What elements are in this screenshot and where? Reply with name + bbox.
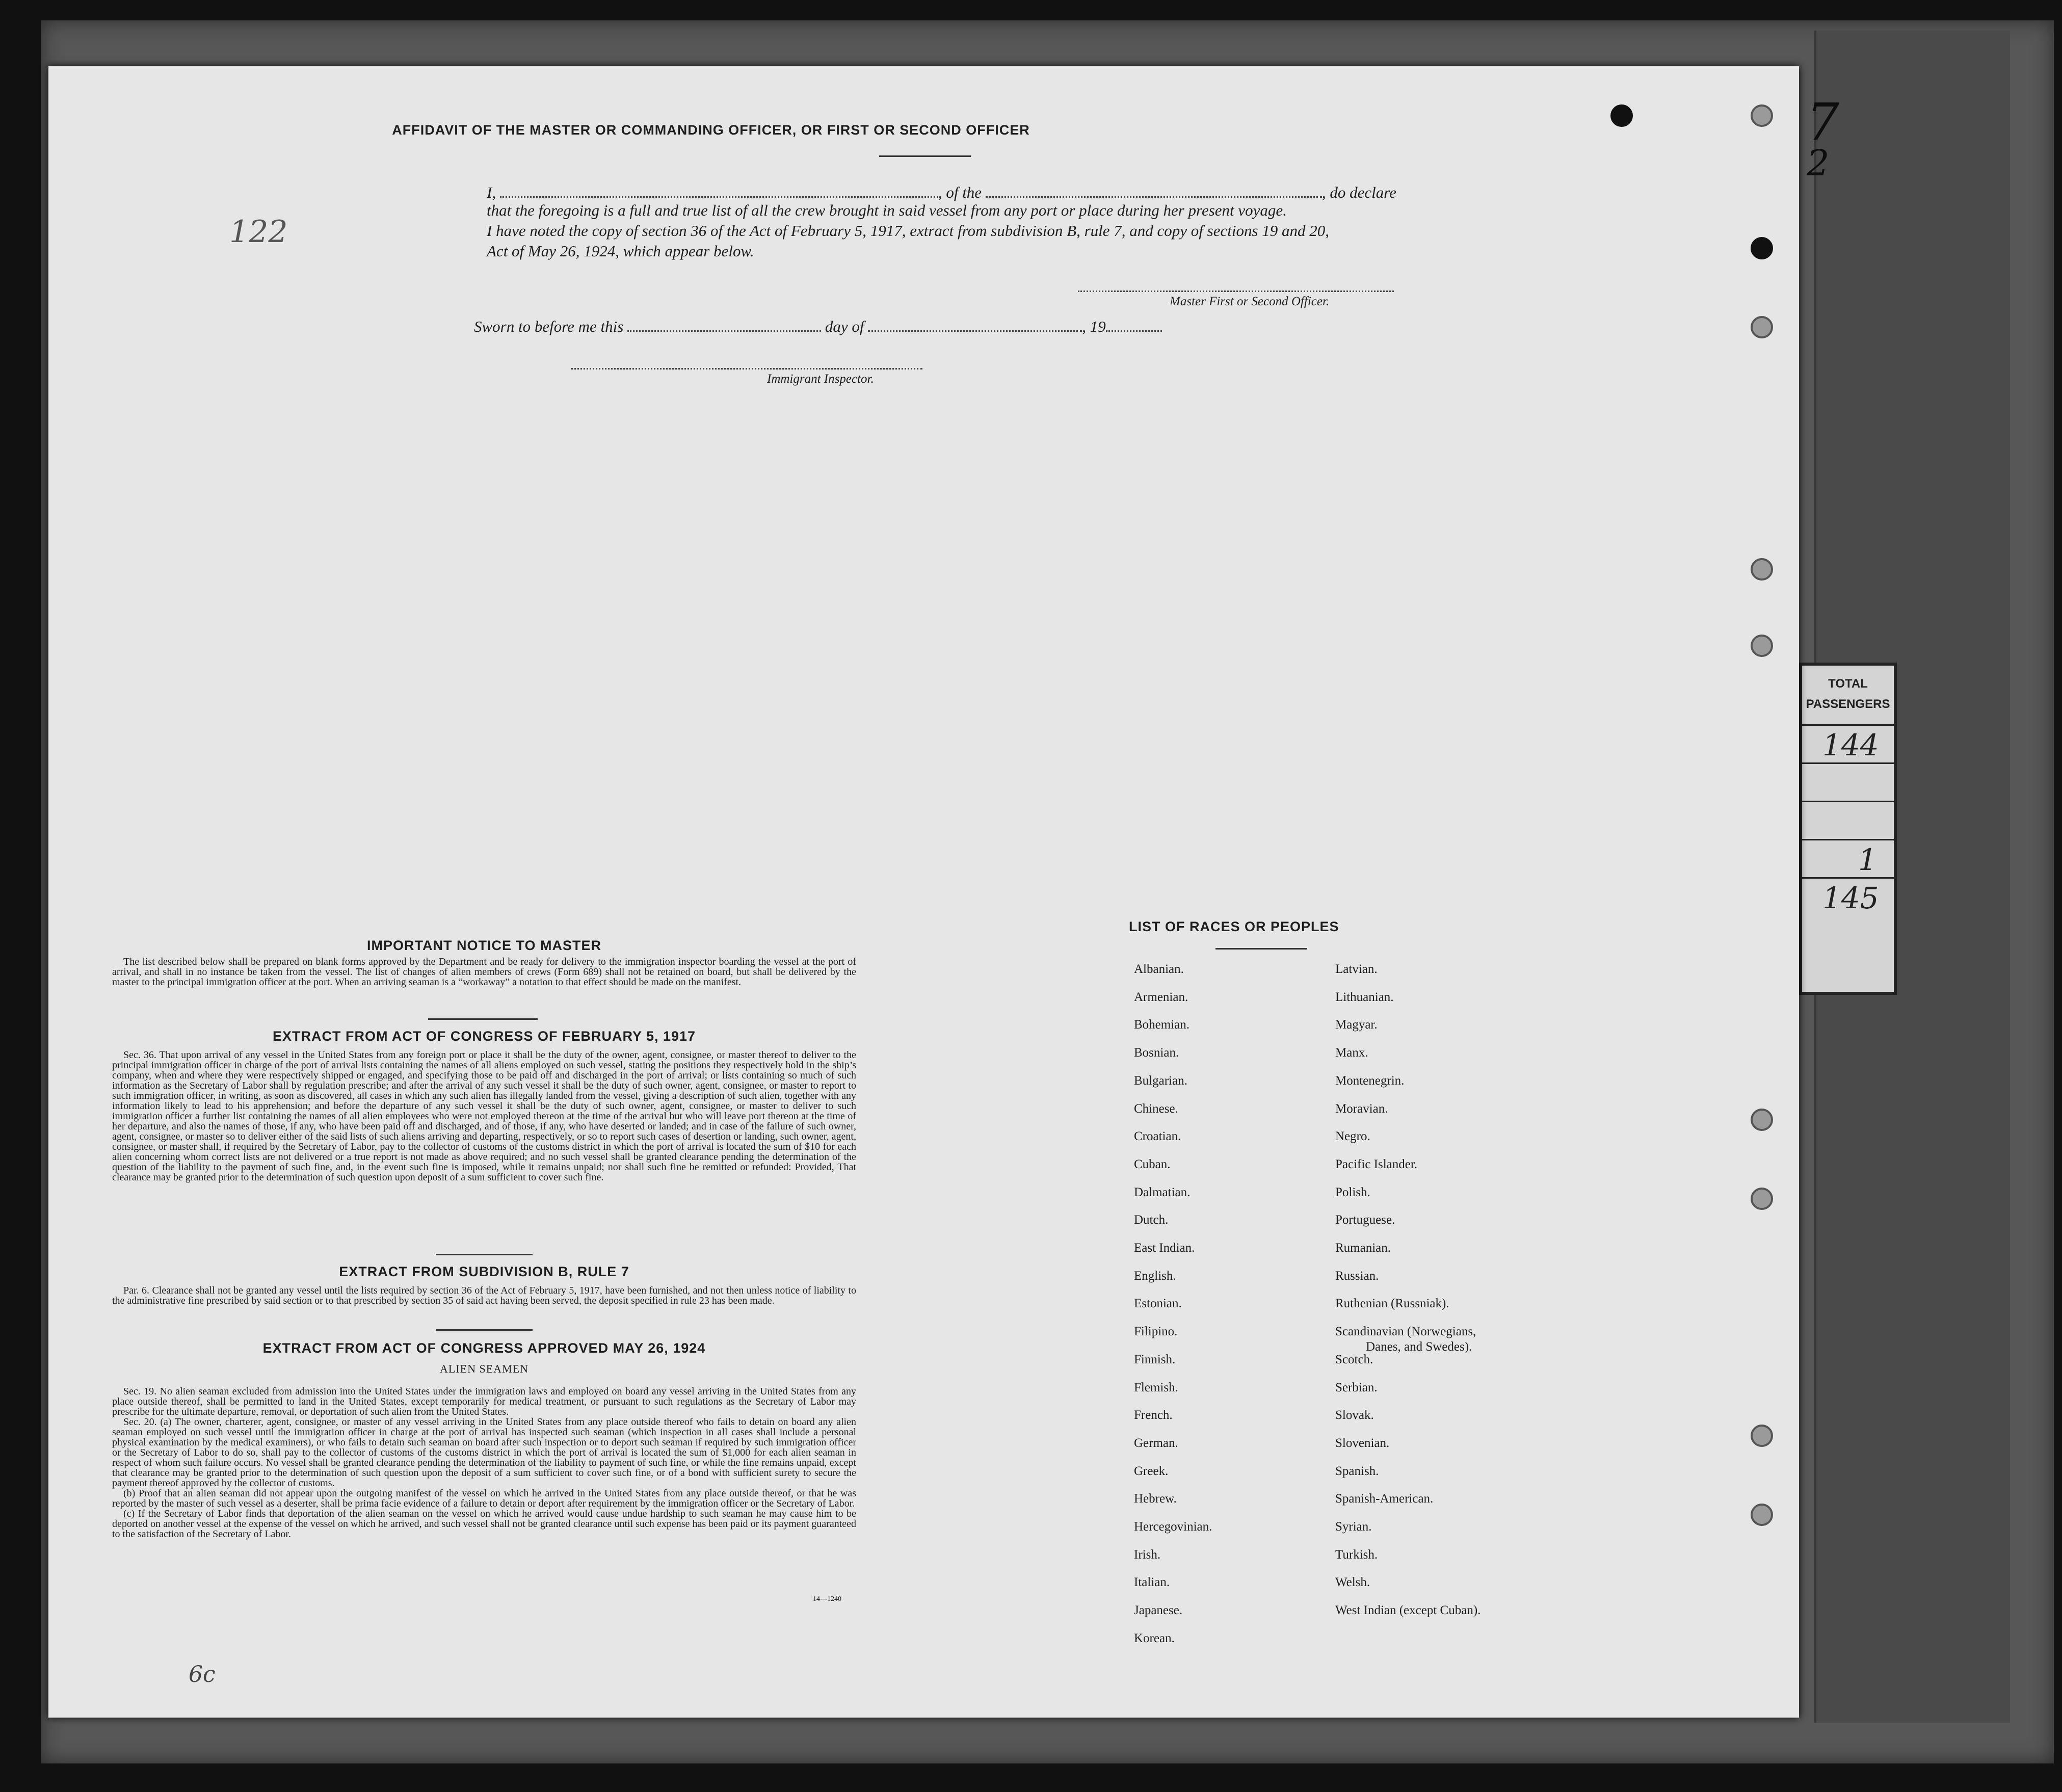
- race-item: Rumanian.: [1335, 1241, 1391, 1255]
- binder-hole: [1751, 1109, 1773, 1131]
- declaration-of-the: , of the: [938, 183, 982, 201]
- sworn-day-field[interactable]: [627, 315, 821, 332]
- race-item: Manx.: [1335, 1046, 1368, 1060]
- race-item: Croatian.: [1134, 1129, 1181, 1144]
- section-20a-text: Sec. 20. (a) The owner, charterer, agent, consignee, or master of any vessel arriving in the United States from any place outside thereof who fails to detain on board any alien seaman employed on such vessel until the immigration officer in charge at the port of arrival has inspected such seaman (which inspection in all cases shall include a personal physical examination by the medical examiners), or who fails to detain such seaman on board after such inspection or to deport such seaman if required by such immigration officer or the Secretary of Labor to do so, shall pay to the collector of customs of the customs district in which the port of arrival is located the sum of $1,000 for each alien seaman in respect of whom such failure occurs. No vessel shall be granted clearance pending the determination of the liability to payment of such fine, or while the fine remains unpaid, except that clearance may be granted prior to the determination of such question upon the deposit of a sum sufficient to cover such fine, or of a bond with sufficient surety to secure the payment thereof approved by the collector of customs.: [112, 1416, 856, 1489]
- race-item: Ruthenian (Russniak).: [1335, 1297, 1449, 1311]
- rule-7-title: EXTRACT FROM SUBDIVISION B, RULE 7: [339, 1264, 629, 1279]
- handwritten-page-marks: [1807, 92, 1839, 184]
- total-value: 145: [1822, 881, 1879, 915]
- sworn-year-field[interactable]: [1106, 315, 1162, 332]
- total-row: [1802, 802, 1894, 840]
- race-item: Turkish.: [1335, 1547, 1378, 1562]
- extract-1917-body: [112, 1050, 856, 1182]
- declaration-line-3: I have noted the copy of section 36 of the Act of February 5, 1917, extract from subdivision B, rule 7, and copy of sections 19 and 20,: [487, 222, 1330, 240]
- race-item: Finnish.: [1134, 1352, 1176, 1366]
- race-item: Estonian.: [1134, 1297, 1182, 1311]
- alien-seamen-subtitle: ALIEN SEAMEN: [440, 1362, 528, 1375]
- handwritten-mark-1: 7: [1807, 92, 1839, 152]
- binder-hole: [1751, 316, 1773, 338]
- day-of-label: day of: [825, 318, 864, 335]
- race-item: Montenegrin.: [1335, 1073, 1405, 1088]
- race-item: Negro.: [1335, 1129, 1370, 1144]
- extract-1924-title: EXTRACT FROM ACT OF CONGRESS APPROVED MAY 26, 1924: [262, 1340, 706, 1356]
- divider: [428, 1018, 538, 1020]
- binder-hole: [1751, 237, 1773, 259]
- race-item: Portuguese.: [1335, 1213, 1395, 1227]
- binder-hole: [1751, 104, 1773, 127]
- binder-hole: [1751, 558, 1773, 581]
- race-item: Danes, and Swedes).: [1366, 1340, 1472, 1354]
- binder-hole: [1751, 1504, 1773, 1526]
- race-item: Moravian.: [1335, 1101, 1388, 1116]
- race-item: Japanese.: [1134, 1603, 1183, 1618]
- race-item: Dutch.: [1134, 1213, 1169, 1227]
- race-item: Scotch.: [1335, 1352, 1373, 1366]
- form-number: 14—1240: [813, 1595, 841, 1603]
- total-row: [1802, 840, 1894, 879]
- notice-text: The list described below shall be prepared on blank forms approved by the Department and be ready for delivery to the immigration inspector boarding the vessel at the port of arrival, and shall in no instance be taken from the vessel. The list of changes of alien members of crews (Form 689) shall not be retained on board, but shall be delivered by the master to the principal immigration officer at the port. When an arriving seaman is a “workaway” a notation to that effect should be made on the manifest.: [112, 956, 856, 988]
- races-title: LIST OF RACES OR PEOPLES: [1129, 919, 1339, 934]
- master-caption: Master First or Second Officer.: [1170, 295, 1330, 308]
- race-item: Flemish.: [1134, 1380, 1178, 1394]
- divider: [1215, 948, 1307, 950]
- section-19-text: Sec. 19. No alien seaman excluded from admission into the United States under the immigration laws and employed on board any vessel arriving in the United States from any place outside thereof, shall be permitted to land in the United States, except temporarily for medical treatment, or pursuant to such regulations as the Secretary of Labor may prescribe for the ultimate departure, removal, or deportation of such alien from the United States.: [112, 1386, 856, 1417]
- extract-1917-title: EXTRACT FROM ACT OF CONGRESS OF FEBRUARY 5, 1917: [272, 1029, 696, 1044]
- race-item: French.: [1134, 1408, 1173, 1422]
- divider: [436, 1254, 533, 1255]
- sworn-line: [474, 315, 1162, 336]
- section-36-text: Sec. 36. That upon arrival of any vessel in the United States from any foreign port or place it shall be the duty of the owner, agent, consignee, or master thereof to deliver to the principal immigration officer in charge of the port of arrival lists containing the names of all aliens employed on such vessel, stating the positions they respectively hold in the ship’s company, when and where they were respectively shipped or engaged, and specifying those to be paid off and discharged in the port of arrival; or lists containing so much of such information as the Secretary of Labor shall by regulation prescribe; and after the arrival of any such vessel it shall be the duty of such owner, agent, consignee, or master to report to such immigration officer, in writing, as soon as discovered, all cases in which any such alien has illegally landed from the vessel, giving a description of such alien, together with any information likely to lead to his apprehension; and before the departure of any such vessel it shall be the duty of such owner, agent, consignee, or master to deliver to such immigration officer a further list containing the names of all alien employees who were not employed thereon at the time of the arrival but who will leave port thereon at the time of her departure, and also the names of those, if any, who have been paid off and discharged, and of those, if any, who have deserted or landed; and in case of the failure of such owner, agent, consignee, or master so to deliver either of the said lists of such aliens arriving and departing, respectively, or so to report such cases of desertion or landing, such owner, agent, consignee, or master shall, if required by the Secretary of Labor, pay to the collector of customs of the customs district in which the port of arrival is located the sum of $10 for each alien concerning whom correct lists are not delivered or a true report is not made as above required; and no such vessel shall be granted clearance pending the determination of the question of the liability to the payment of such fine, and, in the event such fine is imposed, while it remains unpaid; nor shall such fine be remitted or refunded: Provided, That clearance may be granted prior to the determination of such question upon deposit of a sum sufficient to cover such fine.: [112, 1049, 856, 1183]
- binder-hole: [1751, 635, 1773, 657]
- handwritten-page-number: 122: [229, 214, 288, 250]
- race-item: Spanish.: [1335, 1464, 1379, 1478]
- sworn-label: Sworn to before me this: [474, 318, 624, 335]
- handwritten-mark-2: 2: [1807, 142, 1830, 184]
- divider: [879, 155, 971, 157]
- race-item: Dalmatian.: [1134, 1185, 1191, 1199]
- declaration-line-1: [487, 181, 1396, 202]
- race-item: Slovak.: [1335, 1408, 1374, 1422]
- race-item: Greek.: [1134, 1464, 1169, 1478]
- total-row: [1802, 726, 1894, 764]
- race-item: English.: [1134, 1269, 1176, 1283]
- declaration-do-declare: , do declare: [1321, 183, 1396, 201]
- race-item: Welsh.: [1335, 1575, 1370, 1590]
- race-item: Hercegovinian.: [1134, 1520, 1212, 1534]
- divider: [436, 1329, 533, 1331]
- total-value: 144: [1822, 728, 1879, 762]
- binder-hole: [1751, 1188, 1773, 1210]
- race-item: Albanian.: [1134, 962, 1184, 976]
- total-value: 1: [1858, 842, 1877, 877]
- race-item: Scandinavian (Norwegians,: [1335, 1325, 1476, 1339]
- race-item: Korean.: [1134, 1631, 1175, 1645]
- inspector-signature-line[interactable]: [571, 368, 922, 370]
- vessel-field[interactable]: [986, 181, 1322, 198]
- race-item: Latvian.: [1335, 962, 1378, 976]
- race-item: West Indian (except Cuban).: [1335, 1603, 1481, 1618]
- master-signature-line[interactable]: [1078, 291, 1394, 292]
- name-field[interactable]: [500, 181, 938, 198]
- extract-1924-body: [112, 1386, 856, 1539]
- race-item: Magyar.: [1335, 1018, 1378, 1032]
- race-item: Polish.: [1335, 1185, 1370, 1199]
- affidavit-title: AFFIDAVIT OF THE MASTER OR COMMANDING OFFICER, OR FIRST OR SECOND OFFICER: [392, 122, 1030, 138]
- race-item: Hebrew.: [1134, 1492, 1177, 1506]
- race-item: Lithuanian.: [1335, 990, 1394, 1004]
- total-passengers-table: [1799, 663, 1897, 995]
- notice-body: [112, 957, 856, 987]
- race-item: Bosnian.: [1134, 1046, 1179, 1060]
- race-item: Pacific Islander.: [1335, 1157, 1418, 1171]
- race-item: Bulgarian.: [1134, 1073, 1187, 1088]
- race-item: Slovenian.: [1335, 1436, 1390, 1450]
- race-item: Chinese.: [1134, 1101, 1178, 1116]
- declaration-line-2: that the foregoing is a full and true list of all the crew brought in said vessel from any port or place during her present voyage.: [487, 201, 1287, 219]
- race-item: Italian.: [1134, 1575, 1170, 1590]
- binder-hole: [1751, 1425, 1773, 1447]
- declaration-line-4: Act of May 26, 1924, which appear below.: [487, 242, 754, 260]
- notice-title: IMPORTANT NOTICE TO MASTER: [367, 938, 601, 953]
- header-line-1: TOTAL: [1828, 677, 1868, 691]
- race-item: Bohemian.: [1134, 1018, 1190, 1032]
- race-item: East Indian.: [1134, 1241, 1195, 1255]
- section-20c-text: (c) If the Secretary of Labor finds that deportation of the alien seaman on the vessel on which he arrived would cause undue hardship to such seaman he may cause him to be deported on another vessel at the expense of the vessel on which he arrived, and such vessel shall not be granted clearance until such expense has been paid or its payment guaranteed to the satisfaction of the Secretary of Labor.: [112, 1508, 856, 1540]
- affidavit-page: [48, 66, 1799, 1718]
- rule-7-body: [112, 1285, 856, 1306]
- race-item: Syrian.: [1335, 1520, 1372, 1534]
- sworn-month-field[interactable]: [868, 315, 1082, 332]
- handwritten-note: 6c: [189, 1662, 216, 1688]
- race-item: Cuban.: [1134, 1157, 1171, 1171]
- header-line-2: PASSENGERS: [1806, 697, 1890, 711]
- race-item: Serbian.: [1335, 1380, 1378, 1394]
- race-item: Russian.: [1335, 1269, 1379, 1283]
- rule-7-text: Par. 6. Clearance shall not be granted any vessel until the lists required by section 36 of the Act of February 5, 1917, have been furnished, and not then unless notice of liability to the administrative fine prescribed by said section or to that prescribed by section 35 of said act having been served, the deposit specified in rule 23 has been made.: [112, 1285, 856, 1306]
- total-passengers-header: [1802, 666, 1894, 726]
- total-row: [1802, 879, 1894, 915]
- race-item: Filipino.: [1134, 1325, 1178, 1339]
- race-item: German.: [1134, 1436, 1178, 1450]
- declaration-i: I,: [487, 183, 496, 201]
- race-item: Armenian.: [1134, 990, 1188, 1004]
- race-item: Spanish-American.: [1335, 1492, 1434, 1506]
- race-item: Irish.: [1134, 1547, 1161, 1562]
- section-20b-text: (b) Proof that an alien seaman did not appear upon the outgoing manifest of the vessel on which he arrived in the United States from any place outside thereof, or that he was reported by the master of such vessel as a deserter, shall be prima facie evidence of a failure to detain or deport after requirement by the immigration officer or the Secretary of Labor.: [112, 1488, 856, 1509]
- total-row: [1802, 764, 1894, 802]
- year-label: , 19: [1082, 318, 1106, 335]
- binder-hole: [1610, 104, 1633, 127]
- inspector-caption: Immigrant Inspector.: [767, 372, 874, 386]
